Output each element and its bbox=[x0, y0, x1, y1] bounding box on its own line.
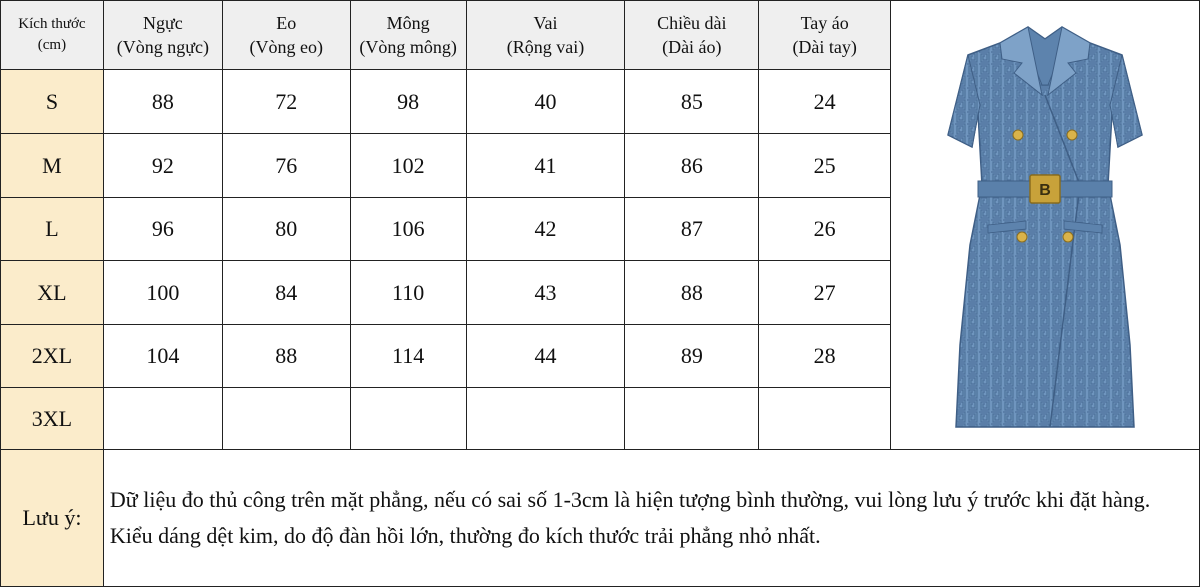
size-label: L bbox=[1, 198, 104, 261]
note-label: Lưu ý: bbox=[1, 450, 104, 587]
table-cell: 92 bbox=[103, 134, 222, 198]
column-header-waist bbox=[222, 1, 350, 70]
table-cell: 72 bbox=[222, 70, 350, 134]
table-cell: 89 bbox=[625, 325, 759, 388]
header-row bbox=[1, 1, 1200, 70]
column-header-name: Vai bbox=[533, 13, 558, 33]
table-cell: 88 bbox=[103, 70, 222, 134]
column-header-name: Mông bbox=[386, 13, 430, 33]
table-cell bbox=[350, 388, 466, 450]
column-header-shoulder bbox=[466, 1, 625, 70]
table-cell: 27 bbox=[759, 261, 891, 325]
size-column-header bbox=[1, 1, 104, 70]
table-cell: 100 bbox=[103, 261, 222, 325]
table-cell: 86 bbox=[625, 134, 759, 198]
column-header-name: Chiều dài bbox=[657, 13, 727, 33]
size-header-label: Kích thước bbox=[18, 16, 86, 32]
column-header-sub: (Vòng ngực) bbox=[116, 37, 209, 57]
column-header-sub: (Vòng eo) bbox=[249, 37, 323, 57]
table-cell: 42 bbox=[466, 198, 625, 261]
product-photo-cell bbox=[891, 1, 1200, 450]
size-label: XL bbox=[1, 261, 104, 325]
table-cell: 85 bbox=[625, 70, 759, 134]
table-cell: 102 bbox=[350, 134, 466, 198]
size-label: 3XL bbox=[1, 388, 104, 450]
table-cell: 76 bbox=[222, 134, 350, 198]
column-header-hip bbox=[350, 1, 466, 70]
table-cell: 28 bbox=[759, 325, 891, 388]
note-row bbox=[1, 450, 1200, 587]
size-label: S bbox=[1, 70, 104, 134]
column-header-sub: (Vòng mông) bbox=[359, 37, 457, 57]
table-cell: 40 bbox=[466, 70, 625, 134]
column-header-name: Tay áo bbox=[800, 13, 849, 33]
table-cell bbox=[466, 388, 625, 450]
table-cell: 26 bbox=[759, 198, 891, 261]
table-cell: 43 bbox=[466, 261, 625, 325]
column-header-sub: (Rộng vai) bbox=[506, 37, 585, 57]
table-cell: 24 bbox=[759, 70, 891, 134]
table-cell bbox=[103, 388, 222, 450]
table-cell: 84 bbox=[222, 261, 350, 325]
note-text: Dữ liệu đo thủ công trên mặt phẳng, nếu có sai số 1-3cm là hiện tượng bình thường, vui lòng lưu ý trước khi đặt hàng. Kiểu dáng dệt kim, do độ đàn hồi lớn, thường đo kích thước trải phẳng nhỏ nhất. bbox=[103, 450, 1199, 587]
table-cell: 41 bbox=[466, 134, 625, 198]
table-cell: 110 bbox=[350, 261, 466, 325]
svg-text:B: B bbox=[1039, 182, 1051, 199]
table-cell: 80 bbox=[222, 198, 350, 261]
column-header-chest bbox=[103, 1, 222, 70]
table-cell: 114 bbox=[350, 325, 466, 388]
column-header-name: Ngực bbox=[142, 13, 183, 33]
table-cell: 104 bbox=[103, 325, 222, 388]
table-cell: 44 bbox=[466, 325, 625, 388]
table-cell: 96 bbox=[103, 198, 222, 261]
column-header-sub: (Dài áo) bbox=[662, 37, 722, 57]
column-header-length bbox=[625, 1, 759, 70]
table-cell: 88 bbox=[222, 325, 350, 388]
column-header-name: Eo bbox=[276, 13, 297, 33]
table-cell: 98 bbox=[350, 70, 466, 134]
table-cell bbox=[222, 388, 350, 450]
column-header-sleeve bbox=[759, 1, 891, 70]
size-label: M bbox=[1, 134, 104, 198]
size-label: 2XL bbox=[1, 325, 104, 388]
column-header-sub: (Dài tay) bbox=[792, 37, 857, 57]
size-header-unit: (cm) bbox=[37, 37, 67, 53]
table-cell bbox=[759, 388, 891, 450]
table-cell bbox=[625, 388, 759, 450]
table-cell: 88 bbox=[625, 261, 759, 325]
table-cell: 106 bbox=[350, 198, 466, 261]
dress-photo bbox=[930, 15, 1160, 435]
table-cell: 25 bbox=[759, 134, 891, 198]
table-cell: 87 bbox=[625, 198, 759, 261]
